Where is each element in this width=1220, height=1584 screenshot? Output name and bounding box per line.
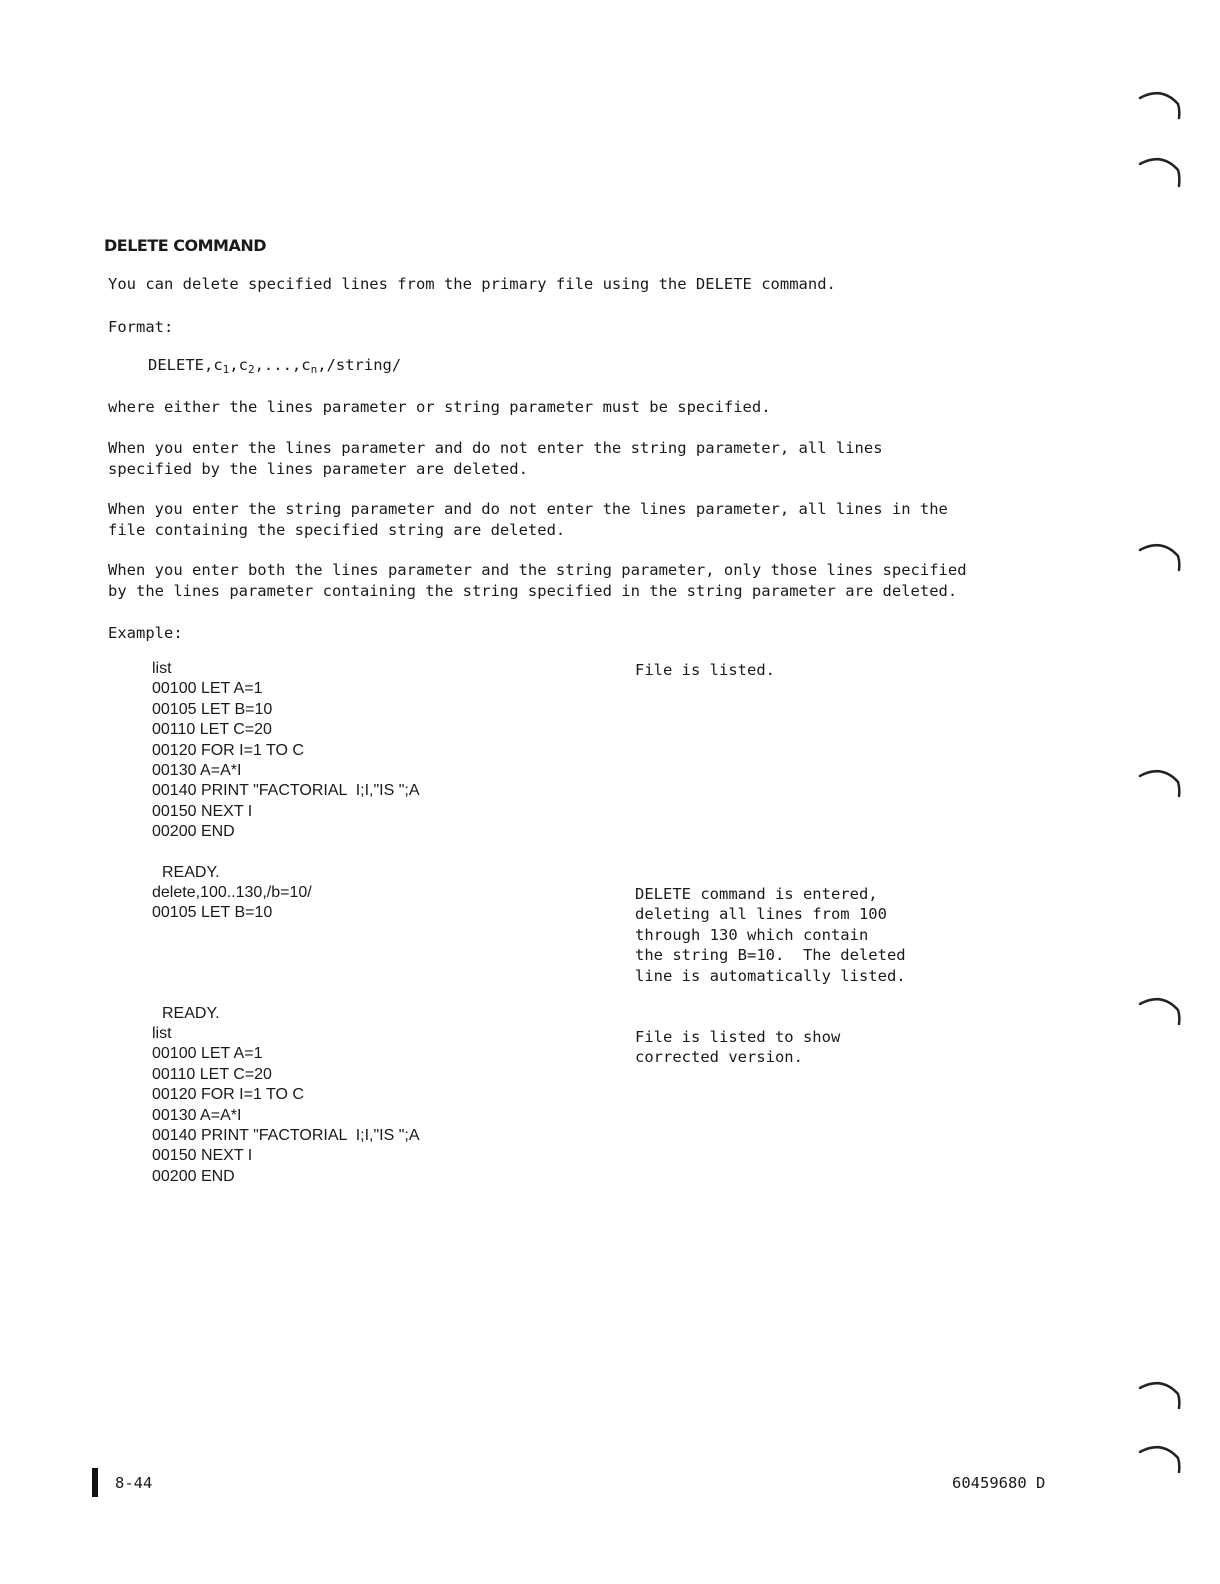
where-paragraph: where either the lines parameter or string parameter must be specified. bbox=[108, 398, 771, 416]
code-delete-command: delete,100..130,/b=10/ 00105 LET B=10 bbox=[152, 884, 312, 922]
string-parameter-paragraph: When you enter the string parameter and do not enter the lines parameter, all lines in the file containing the specified string are deleted. bbox=[108, 500, 948, 539]
binder-hole-mark-icon bbox=[1138, 764, 1184, 804]
binder-hole-mark-icon bbox=[1138, 538, 1184, 578]
format-sep-1: ,c bbox=[229, 356, 248, 374]
lines-parameter-paragraph: When you enter the lines parameter and do not enter the string parameter, all lines specified by the lines parameter are deleted. bbox=[108, 439, 883, 478]
format-syntax bbox=[148, 356, 401, 376]
both-parameters-paragraph: When you enter both the lines parameter and the string parameter, only those lines specified by the lines parameter containing the string specified in the string parameter are deleted. bbox=[108, 561, 967, 600]
page-number: 8-44 bbox=[115, 1474, 153, 1492]
binder-hole-mark-icon bbox=[1138, 152, 1184, 192]
note-delete-entered: DELETE command is entered, deleting all lines from 100 through 130 which contain the string B=10. The deleted line is automatically listed. bbox=[635, 885, 906, 985]
code-ready-1 bbox=[152, 863, 220, 883]
format-prefix: DELETE,c bbox=[148, 356, 223, 374]
note-file-listed: File is listed. bbox=[635, 661, 775, 679]
code-listing-original: list 00100 LET A=1 00105 LET B=10 00110 LET C=20 00120 FOR I=1 TO C 00130 A=A*I 00140 PRINT "FACTORIAL I;I,"IS ";A 00150 NEXT I 00200 END bbox=[152, 660, 420, 841]
format-suffix: ,/string/ bbox=[317, 356, 402, 374]
section-heading: DELETE COMMAND bbox=[104, 236, 266, 255]
change-bar bbox=[92, 1468, 98, 1497]
format-sep-2: ,...,c bbox=[254, 356, 311, 374]
binder-hole-mark-icon bbox=[1138, 1376, 1184, 1416]
code-ready-2 bbox=[152, 1004, 220, 1024]
binder-hole-mark-icon bbox=[1138, 1440, 1184, 1480]
example-label: Example: bbox=[108, 624, 183, 642]
intro-paragraph: You can delete specified lines from the primary file using the DELETE command. bbox=[108, 275, 836, 293]
ready-prompt-2: READY. bbox=[162, 1005, 220, 1022]
format-sub-n: n bbox=[310, 363, 318, 376]
note-corrected-version: File is listed to show corrected version. bbox=[635, 1028, 841, 1067]
format-sub-2: 2 bbox=[247, 363, 255, 376]
ready-prompt-1: READY. bbox=[162, 864, 220, 881]
code-listing-corrected: list 00100 LET A=1 00110 LET C=20 00120 FOR I=1 TO C 00130 A=A*I 00140 PRINT "FACTORIAL I;I,"IS ";A 00150 NEXT I 00200 END bbox=[152, 1025, 420, 1185]
document-number: 60459680 D bbox=[952, 1474, 1046, 1492]
format-sub-1: 1 bbox=[222, 363, 230, 376]
binder-hole-mark-icon bbox=[1138, 992, 1184, 1032]
format-label: Format: bbox=[108, 318, 174, 336]
binder-hole-mark-icon bbox=[1138, 86, 1184, 126]
